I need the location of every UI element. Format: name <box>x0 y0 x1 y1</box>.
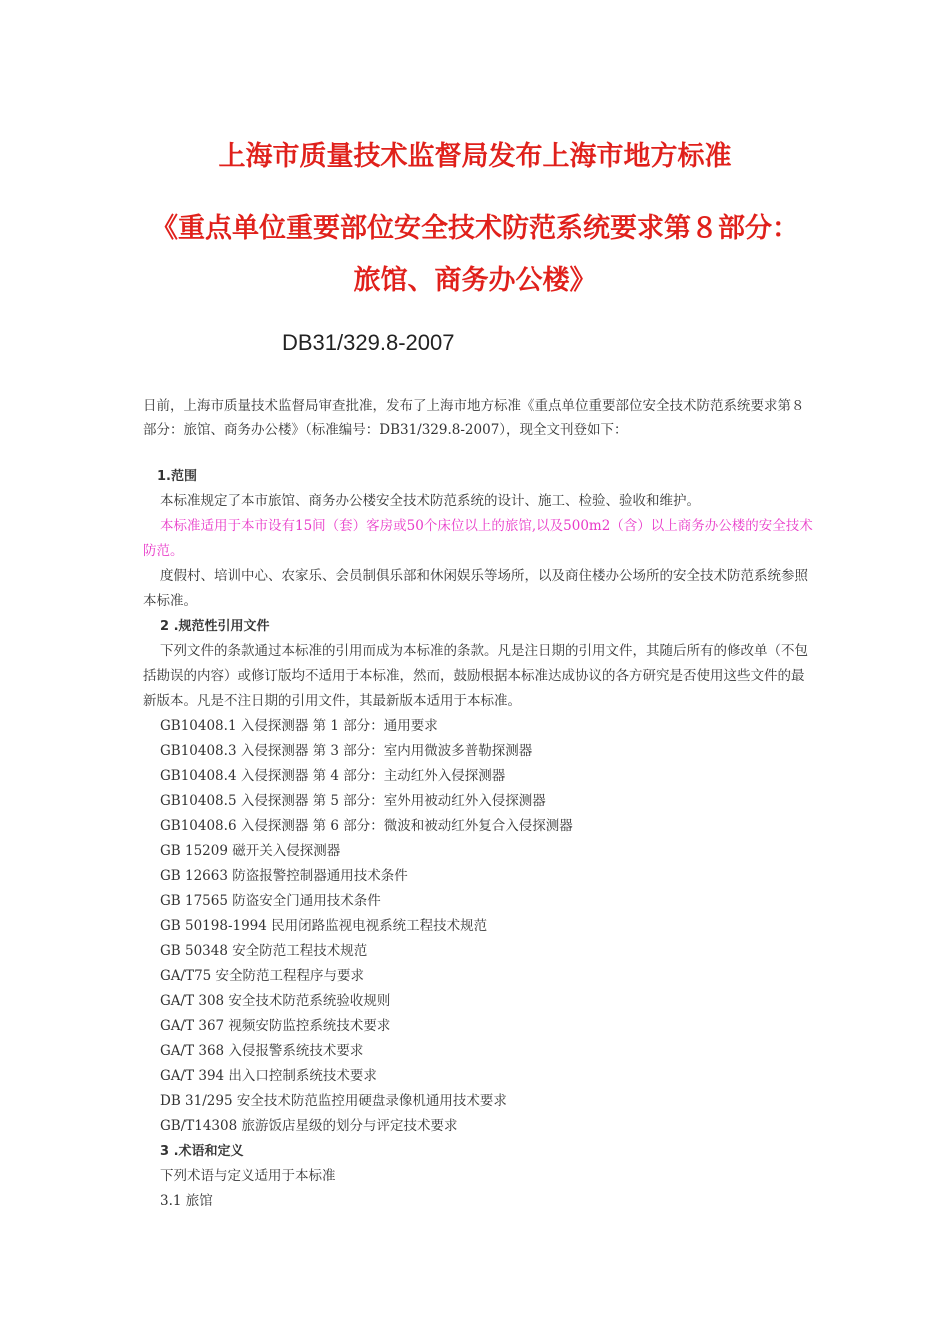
scope-paragraph-1: 本标准规定了本市旅馆、商务办公楼安全技术防范系统的设计、施工、检验、验收和维护。 <box>160 493 700 509</box>
reference-item: GB 50348 安全防范工程技术规范 <box>160 943 368 959</box>
reference-item: GB 12663 防盗报警控制器通用技术条件 <box>160 868 408 884</box>
reference-item: GB10408.6 入侵探测器 第 6 部分：微波和被动红外复合入侵探测器 <box>160 818 573 834</box>
reference-item: GA/T 394 出入口控制系统技术要求 <box>160 1068 377 1084</box>
standard-code: DB31/329.8-2007 <box>282 330 455 355</box>
intro-paragraph: 日前，上海市质量技术监督局审查批准，发布了上海市地方标准《重点单位重要部位安全技术防范系统要求第８部分：旅馆、商务办公楼》（标准编号：DB31/329.8-2007），现全文刊登如下： <box>143 398 805 438</box>
scope-paragraph-highlight: 本标准适用于本市设有15间（套）客房或50个床位以上的旅馆,以及500m2（含）以上商务办公楼的安全技术防范。 <box>143 518 813 559</box>
title-line-2: 《重点单位重要部位安全技术防范系统要求第８部分： <box>151 213 799 244</box>
reference-item: GA/T75 安全防范工程程序与要求 <box>160 968 365 984</box>
reference-item: GB 50198-1994 民用闭路监视电视系统工程技术规范 <box>160 918 488 934</box>
terms-intro: 下列术语与定义适用于本标准 <box>160 1168 336 1184</box>
reference-item: GB 15209 磁开关入侵探测器 <box>160 843 341 859</box>
reference-item: GA/T 367 视频安防监控系统技术要求 <box>160 1018 391 1034</box>
references-intro: 下列文件的条款通过本标准的引用而成为本标准的条款。凡是注日期的引用文件，其随后所有的修改单（不包括勘误的内容）或修订版均不适用于本标准，然而，鼓励根据本标准达成协议的各方研究是否使用这些文件的最新版本。凡是不注日期的引用文件，其最新版本适用于本标准。 <box>143 643 808 709</box>
reference-item: GB10408.5 入侵探测器 第 5 部分：室外用被动红外入侵探测器 <box>160 793 546 809</box>
reference-item: GB/T14308 旅游饭店星级的划分与评定技术要求 <box>160 1118 458 1134</box>
reference-item: GB10408.1 入侵探测器 第 1 部分：通用要求 <box>160 718 438 734</box>
reference-item: GB10408.4 入侵探测器 第 4 部分：主动红外入侵探测器 <box>160 768 506 784</box>
reference-item: GA/T 368 入侵报警系统技术要求 <box>160 1043 364 1059</box>
document-body <box>143 464 815 1214</box>
reference-item: GB10408.3 入侵探测器 第 3 部分：室内用微波多普勒探测器 <box>160 743 533 759</box>
section-heading-references: 2 .规范性引用文件 <box>160 619 270 634</box>
title-line-1: 上海市质量技术监督局发布上海市地方标准 <box>218 141 732 172</box>
title-line-3: 旅馆、商务办公楼》 <box>353 265 597 296</box>
reference-item: GB 17565 防盗安全门通用技术条件 <box>160 893 381 909</box>
reference-item: DB 31/295 安全技术防范监控用硬盘录像机通用技术要求 <box>160 1093 507 1109</box>
section-heading-terms: 3 .术语和定义 <box>160 1144 244 1159</box>
section-heading-scope: 1.范围 <box>157 469 197 484</box>
scope-paragraph-3: 度假村、培训中心、农家乐、会员制俱乐部和休闲娱乐等场所，以及商住楼办公场所的安全技术防范系统参照本标准。 <box>143 568 808 609</box>
term-3-1: 3.1 旅馆 <box>160 1193 213 1209</box>
reference-item: GA/T 308 安全技术防范系统验收规则 <box>160 993 391 1009</box>
